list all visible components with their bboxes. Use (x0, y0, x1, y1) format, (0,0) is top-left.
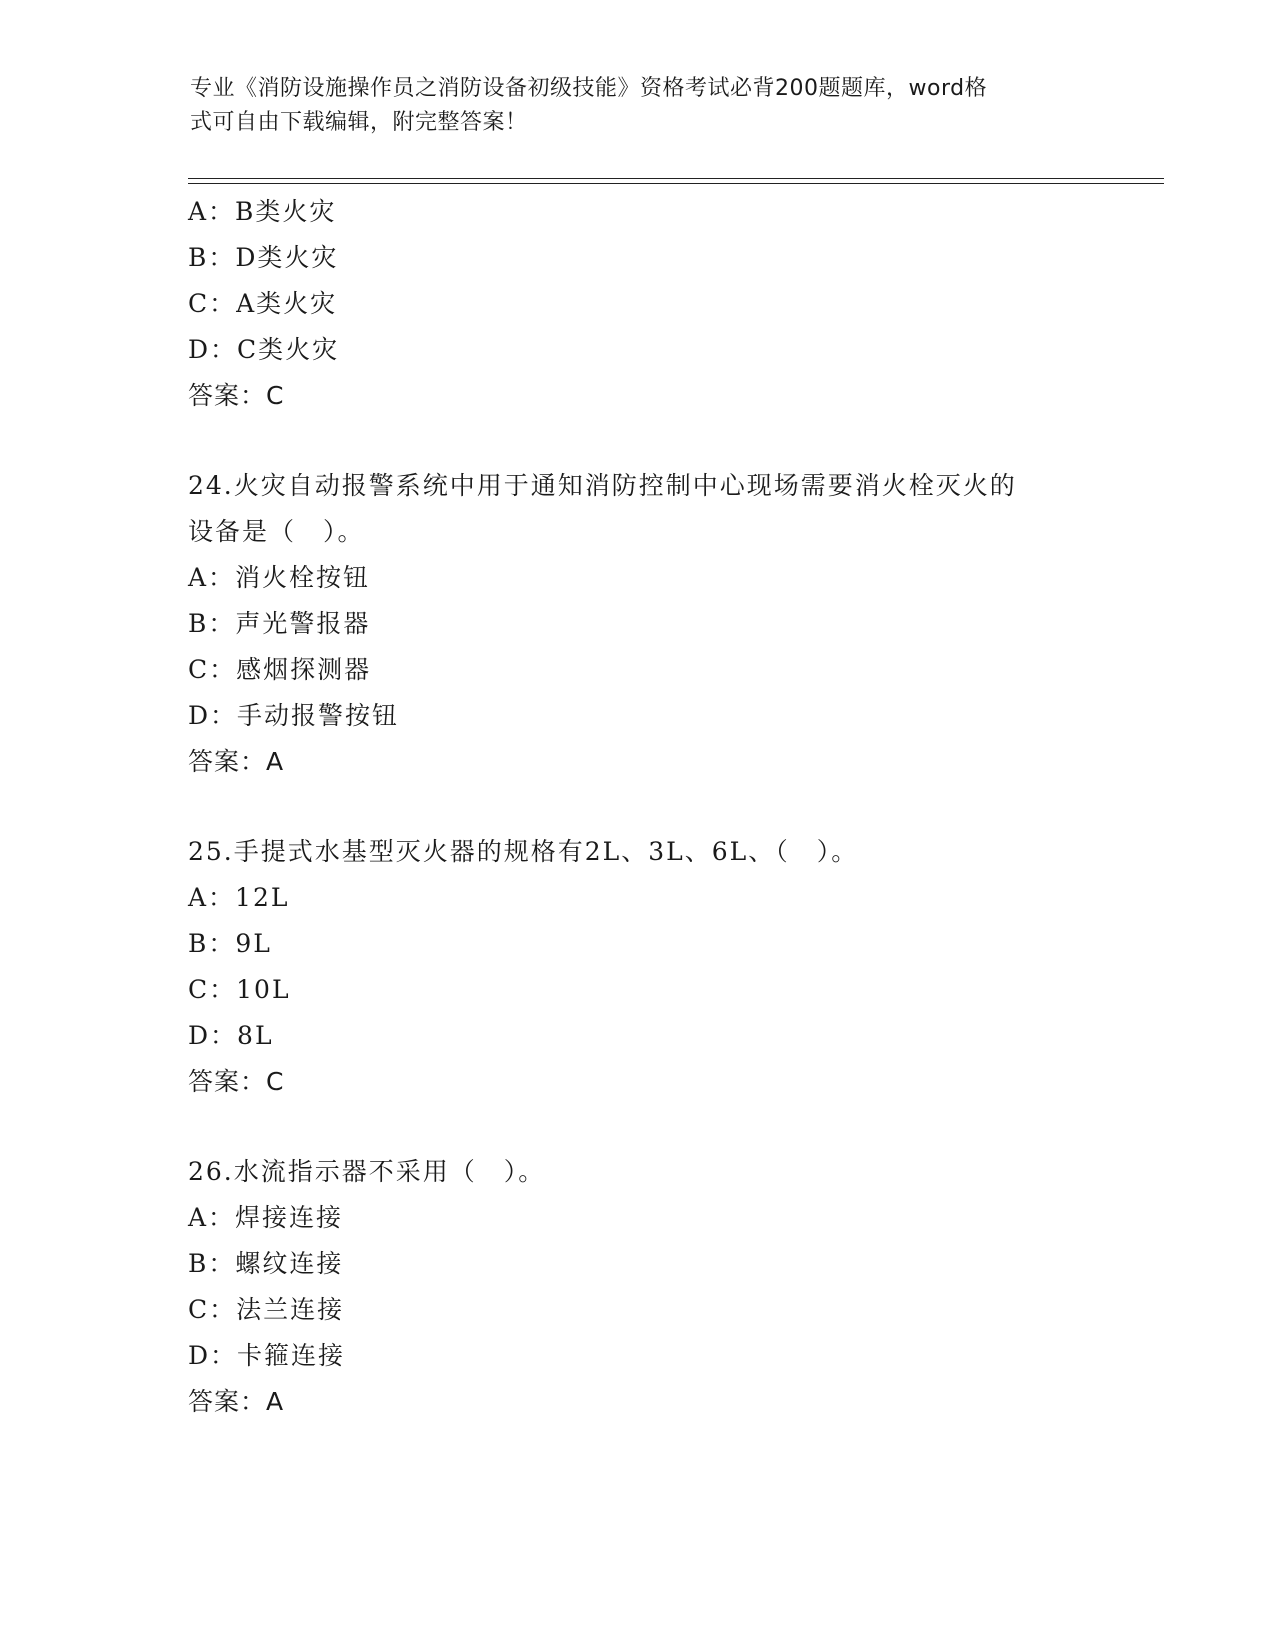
header-line-1: 专业《消防设施操作员之消防设备初级技能》资格考试必背200题题库，word格 (190, 76, 988, 101)
option-d: D：C类火灾 (188, 335, 340, 364)
document-header (190, 72, 1070, 140)
question-25 (188, 829, 1168, 1105)
header-divider-top (188, 178, 1164, 179)
option-d: D：卡箍连接 (188, 1341, 346, 1370)
option-a: A：消火栓按钮 (188, 563, 371, 592)
option-c: C：10L (188, 975, 291, 1004)
option-a: A：焊接连接 (188, 1203, 344, 1232)
question-list (188, 189, 1168, 1425)
option-d: D：8L (188, 1021, 274, 1050)
option-a: A：12L (188, 883, 290, 912)
header-line-2: 式可自由下载编辑，附完整答案！ (190, 110, 528, 135)
option-c: C：法兰连接 (188, 1295, 345, 1324)
question-text (188, 1149, 1168, 1195)
header-divider-bottom (188, 183, 1164, 184)
question-text (188, 463, 1168, 555)
partial-question-block (188, 189, 1168, 419)
question-text-line-1: 24.火灾自动报警系统中用于通知消防控制中心现场需要消火栓灭火的 (188, 471, 1017, 500)
option-d: D：手动报警按钮 (188, 701, 400, 730)
option-b: B：D类火灾 (188, 243, 339, 272)
answer-line: 答案：A (188, 1387, 285, 1416)
question-text (188, 829, 1168, 875)
option-c: C：A类火灾 (188, 289, 338, 318)
option-b: B：9L (188, 929, 272, 958)
answer-line: 答案：A (188, 747, 285, 776)
answer-line: 答案：C (188, 1067, 285, 1096)
option-b: B：螺纹连接 (188, 1249, 344, 1278)
question-text-line-1: 25.手提式水基型灭火器的规格有2L、3L、6L、（ ）。 (188, 837, 859, 866)
option-a: A：B类火灾 (188, 197, 337, 226)
question-24 (188, 463, 1168, 785)
option-c: C：感烟探测器 (188, 655, 372, 684)
question-text-line-2: 设备是（ ）。 (188, 517, 365, 546)
question-text-line-1: 26.水流指示器不采用（ ）。 (188, 1157, 546, 1186)
option-b: B：声光警报器 (188, 609, 371, 638)
answer-line: 答案：C (188, 381, 285, 410)
question-26 (188, 1149, 1168, 1425)
